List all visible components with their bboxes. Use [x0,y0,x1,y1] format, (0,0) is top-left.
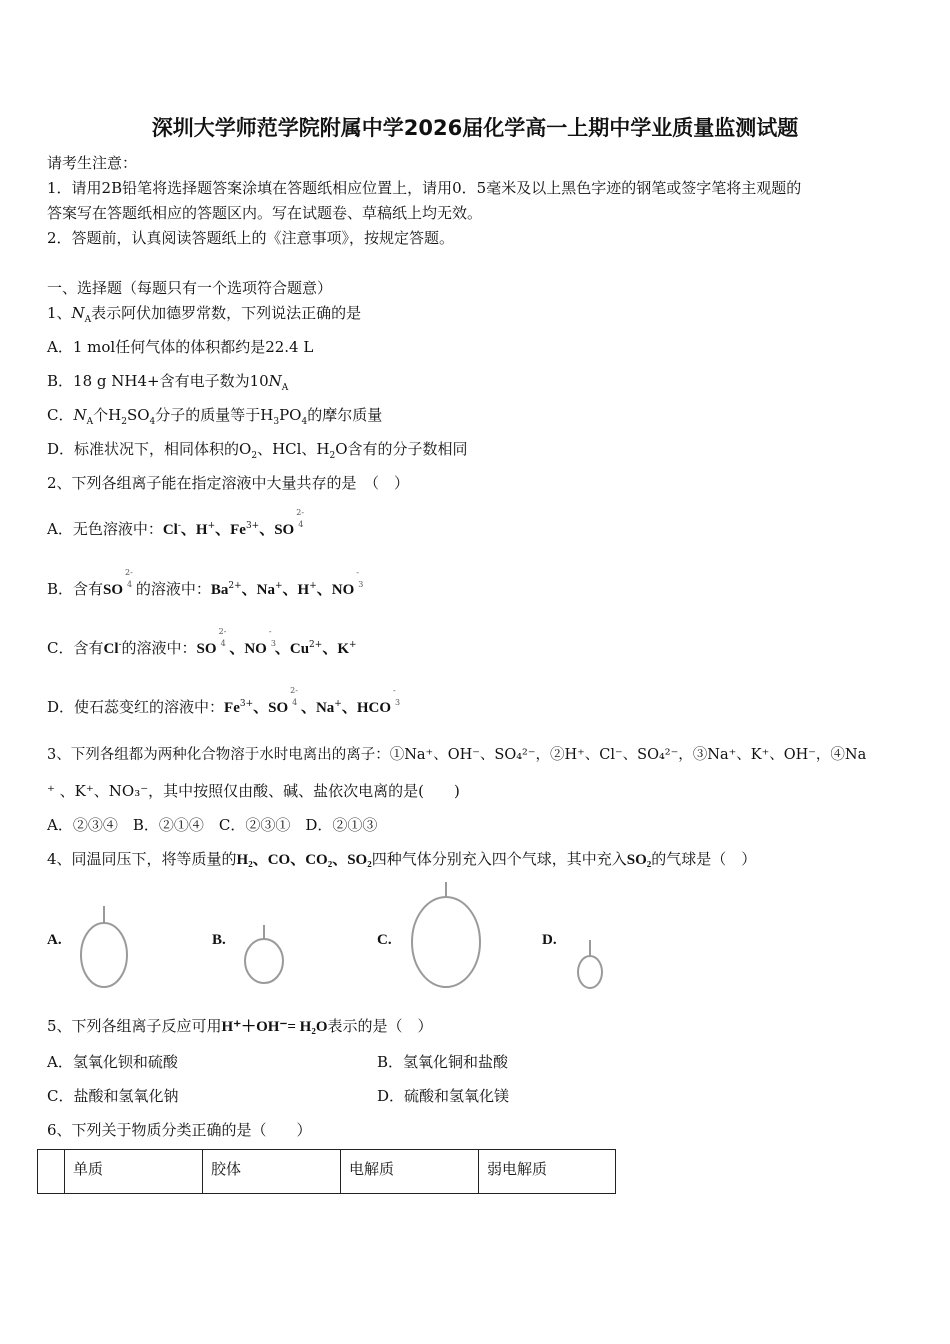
page-title: 深圳大学师范学院附属中学2026届化学高一上期中学业质量监测试题 [151,116,799,140]
question-5-option-a[interactable]: A．氢氧化钡和硫酸 [47,1053,178,1071]
question-4-stem: 4、同温同压下，将等质量的H₂、CO、CO₂、SO₂四种气体分别充入四个气球，其中充入SO₂的气球是（ ） [47,850,757,868]
table-header-cell: 单质 [65,1150,203,1194]
table-header-cell: 弱电解质 [479,1150,616,1194]
question-5-option-b[interactable]: B．氢氧化铜和盐酸 [377,1053,509,1071]
question-2-option-a[interactable]: A．无色溶液中：Cl-、H+、$Fe^{3+}$、SO 2- 4 [47,508,305,538]
question-1-stem: 1、$N_A$表示阿伏加德罗常数，下列说法正确的是 [47,304,362,325]
table-header-cell [38,1150,65,1194]
balloon-c [412,882,480,987]
balloon-b [245,925,283,983]
section-heading: 一、选择题（每题只有一个选项符合题意） [47,279,333,297]
question-2-option-d[interactable]: D．使石蕊变红的溶液中：$Fe^{3+}$、SO 2- 4 、Na+、HCO - 3 [47,686,401,716]
balloon-label-b[interactable]: B. [212,932,226,948]
question-3-options[interactable]: A．②③④ B．②①④ C．②③① D．②①③ [47,816,378,834]
question-1-option-b[interactable]: B．18 g NH4+含有电子数为$10N_A$ [47,372,289,393]
question-3-stem-line-2: ⁺ 、K⁺、NO₃⁻，其中按照仅由酸、碱、盐依次电离的是( ) [47,782,460,800]
question-5-option-c[interactable]: C．盐酸和氢氧化钠 [47,1087,179,1105]
notice-line-1: 1．请用2B铅笔将选择题答案涂填在答题纸相应位置上，请用0．5毫米及以上黑色字迹的钢笔或签字笔将主观题的 [47,179,802,197]
notice-heading: 请考生注意： [47,154,138,172]
question-2-option-c[interactable]: C．含有Cl-的溶液中：SO 2- 4 、NO - 3 、$Cu^{2+}$、K+ [47,627,357,657]
balloon-label-d[interactable]: D. [542,932,557,948]
balloon-label-a[interactable]: A. [47,932,62,948]
table-header-row [38,1150,616,1194]
question-3-stem-line-1: 3、下列各组都为两种化合物溶于水时电离出的离子：①Na⁺、OH⁻、SO₄²⁻，②H⁺、Cl⁻、SO₄²⁻，③Na⁺、K⁺、OH⁻，④Na [47,747,867,763]
table-header-cell: 胶体 [203,1150,341,1194]
question-2-stem: 2、下列各组离子能在指定溶液中大量共存的是 （ ） [47,474,410,492]
balloon-d [578,940,602,988]
question-1-option-a[interactable]: A．1 mol任何气体的体积都约是22.4 L [47,338,314,356]
question-1-option-d[interactable]: D．标准状况下，相同体积的$O_2$、HCl、$H_2O$含有的分子数相同 [47,440,468,461]
question-5-option-d[interactable]: D．硫酸和氢氧化镁 [377,1087,510,1105]
question-2-option-b[interactable]: B．含有SO 2- 4 的溶液中：$Ba^{2+}$、Na+、H+、NO - 3 [47,568,364,598]
balloon-label-c[interactable]: C. [377,932,392,948]
question-5-stem: 5、下列各组离子反应可用H⁺＋OH⁻= H₂O表示的是（ ） [47,1017,433,1035]
notice-line-3: 2．答题前，认真阅读答题纸上的《注意事项》，按规定答题。 [47,229,455,247]
question-6-stem: 6、下列关于物质分类正确的是（ ） [47,1121,312,1139]
table-header-cell: 电解质 [341,1150,479,1194]
notice-line-2: 答案写在答题纸相应的答题区内。写在试题卷、草稿纸上均无效。 [47,204,483,222]
question-1-option-c[interactable]: C．$N_A$个$H_2SO_4$分子的质量等于$H_3PO_4$的摩尔质量 [47,406,383,427]
classification-table [37,1149,616,1194]
balloon-a [81,906,127,987]
